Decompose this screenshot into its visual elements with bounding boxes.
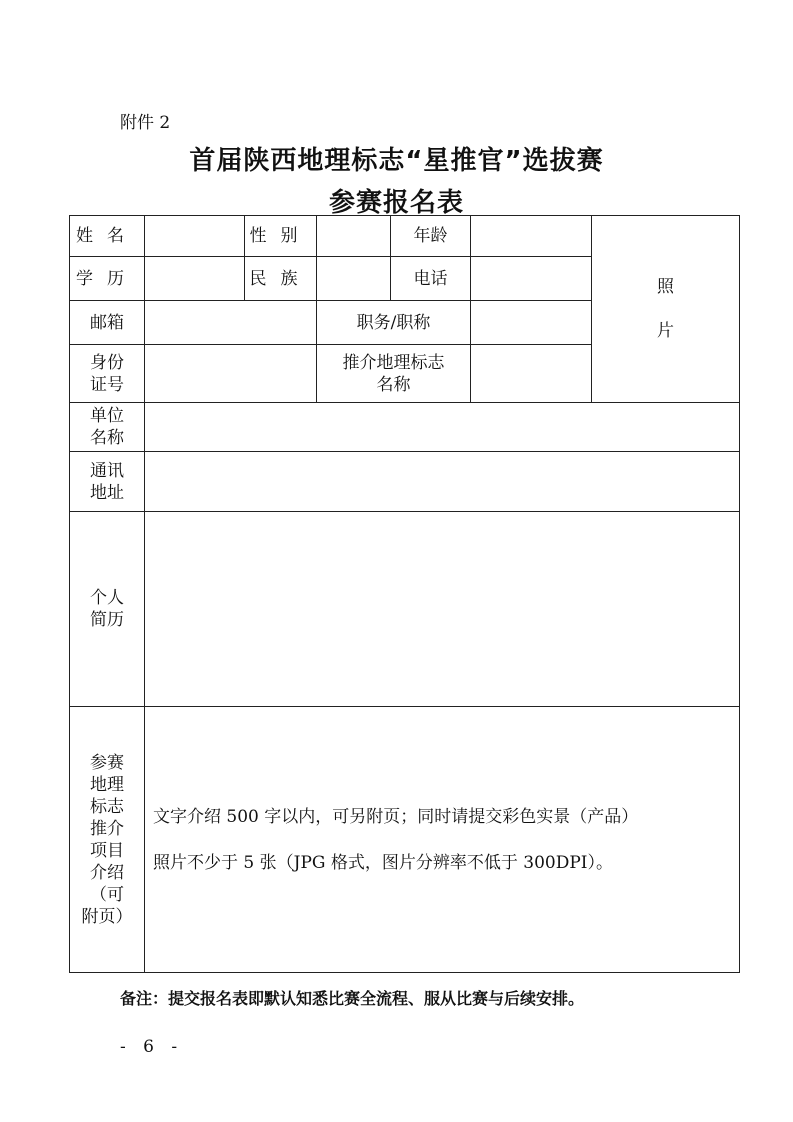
project-field[interactable]	[145, 707, 740, 973]
position-field[interactable]	[471, 301, 592, 345]
project-label-line: 参赛	[90, 752, 124, 773]
unit-label-line-2: 名称	[90, 428, 124, 448]
project-label-line: 介绍	[90, 862, 124, 883]
email-field[interactable]	[145, 301, 317, 345]
id-label-line-1: 身份	[90, 352, 124, 373]
email-label: 邮箱	[70, 301, 145, 345]
address-label-line-1: 通讯	[90, 460, 124, 481]
gi-name-field[interactable]	[471, 345, 592, 403]
resume-field[interactable]	[145, 512, 740, 707]
address-label	[70, 452, 145, 512]
project-label-line: 附页）	[81, 906, 133, 927]
phone-field[interactable]	[471, 257, 592, 301]
photo-box[interactable]	[592, 216, 740, 403]
name-field[interactable]	[145, 216, 245, 257]
project-label-line: 地理	[90, 774, 124, 795]
attachment-label: 附件 2	[120, 113, 171, 133]
project-note-line-1: 文字介绍 500 字以内，可另附页；同时请提交彩色实景（产品）	[153, 806, 639, 827]
unit-field[interactable]	[145, 403, 740, 452]
ethnicity-label: 民族	[245, 257, 317, 301]
unit-label-line-1: 单位	[90, 406, 124, 426]
page-subtitle: 参赛报名表	[328, 188, 464, 218]
id-label	[70, 345, 145, 403]
resume-label-line-1: 个人	[90, 588, 124, 608]
id-field[interactable]	[145, 345, 317, 403]
gender-field[interactable]	[317, 216, 391, 257]
age-label: 年龄	[391, 216, 471, 257]
project-label-line: 项目	[90, 840, 124, 861]
photo-label-2: 片	[657, 321, 674, 341]
project-label-line: （可	[90, 884, 124, 905]
project-label-line: 推介	[90, 818, 124, 839]
age-field[interactable]	[471, 216, 592, 257]
id-label-line-2: 证号	[90, 374, 124, 395]
education-label: 学历	[70, 257, 145, 301]
unit-label	[70, 403, 145, 452]
resume-label-line-2: 简历	[90, 610, 124, 630]
address-field[interactable]	[145, 452, 740, 512]
resume-label	[70, 512, 145, 707]
education-field[interactable]	[145, 257, 245, 301]
gi-name-label-line-1: 推介地理标志	[342, 352, 445, 373]
ethnicity-field[interactable]	[317, 257, 391, 301]
photo-label-1: 照	[657, 277, 674, 297]
gi-name-label	[317, 345, 471, 403]
project-label	[70, 707, 145, 973]
gi-name-label-line-2: 名称	[376, 374, 411, 395]
phone-label: 电话	[391, 257, 471, 301]
gender-label: 性别	[245, 216, 317, 257]
position-label: 职务/职称	[317, 301, 471, 345]
registration-form-table	[69, 215, 740, 973]
page-title: 首届陕西地理标志“星推官”选拔赛	[189, 146, 604, 176]
project-label-line: 标志	[90, 796, 124, 817]
project-note-line-2: 照片不少于 5 张（JPG 格式，图片分辨率不低于 300DPI）。	[153, 852, 613, 873]
remark-note: 备注：提交报名表即默认知悉比赛全流程、服从比赛与后续安排。	[120, 989, 585, 1008]
address-label-line-2: 地址	[90, 482, 124, 503]
page-number: - 6 -	[120, 1037, 184, 1057]
name-label: 姓名	[70, 216, 145, 257]
